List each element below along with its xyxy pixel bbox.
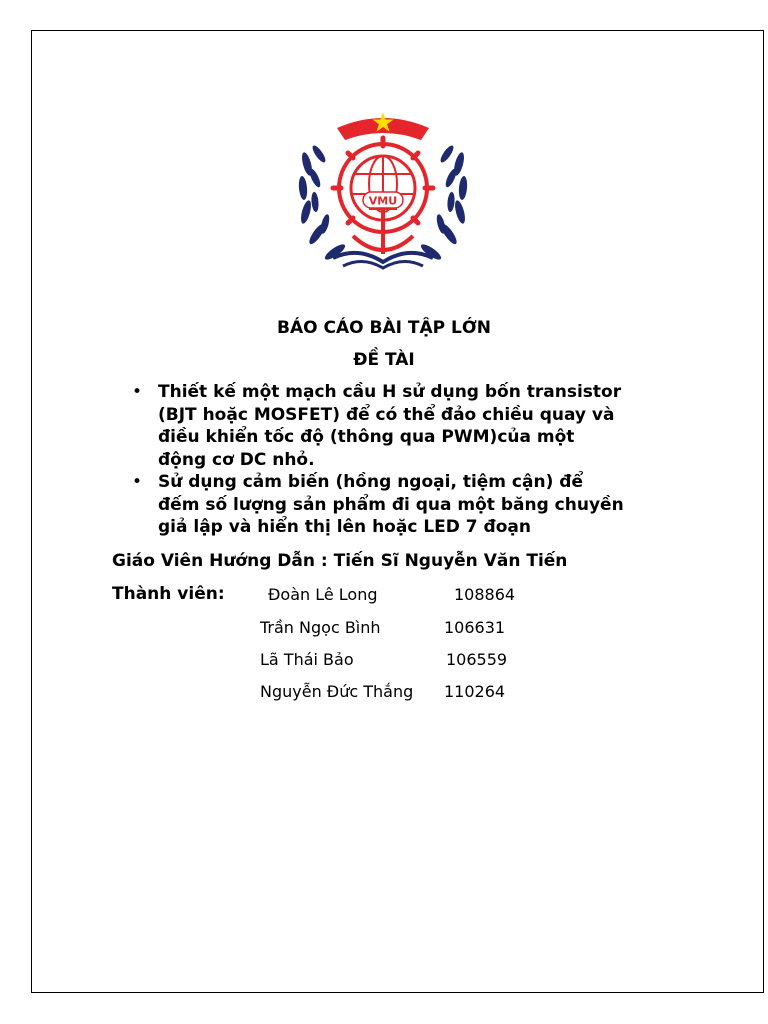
member-id: 106559 (446, 650, 508, 669)
member-id: 110264 (444, 682, 506, 701)
topic-line: • Sử dụng cảm biến (hồng ngoại, tiệm cận) để (158, 472, 583, 492)
members-label: Thành viên: (112, 584, 225, 604)
topic-line: giả lập và hiển thị lên hoặc LED 7 đoạn (158, 517, 531, 537)
member-name: Đoàn Lê Long (268, 585, 378, 604)
topic-line: động cơ DC nhỏ. (158, 449, 315, 470)
topic-line: điều khiển tốc độ (thông qua PWM)của một (158, 427, 575, 447)
advisor-line: Giáo Viên Hướng Dẫn : Tiến Sĩ Nguyễn Văn Tiến (112, 551, 568, 571)
member-name: Nguyễn Đức Thắng (260, 682, 414, 701)
topic-line: (BJT hoặc MOSFET) để có thể đảo chiều quay và (158, 404, 615, 425)
report-subtitle: ĐỀ TÀI (353, 350, 415, 370)
member-name: Trần Ngọc Bình (260, 618, 381, 637)
member-name: Lã Thái Bảo (260, 650, 354, 669)
topic-line: • Thiết kế một mạch cầu H sử dụng bốn transistor (158, 382, 622, 402)
member-id: 106631 (444, 618, 506, 637)
report-title: BÁO CÁO BÀI TẬP LỚN (277, 318, 491, 338)
topic-item (158, 381, 668, 471)
member-id: 108864 (454, 585, 516, 604)
logo-text: VMU (368, 194, 398, 208)
topic-line: đếm số lượng sản phẩm đi qua một băng chuyền (158, 494, 624, 515)
topic-list (158, 381, 668, 539)
topic-item (158, 471, 668, 539)
vmu-logo (293, 104, 473, 276)
